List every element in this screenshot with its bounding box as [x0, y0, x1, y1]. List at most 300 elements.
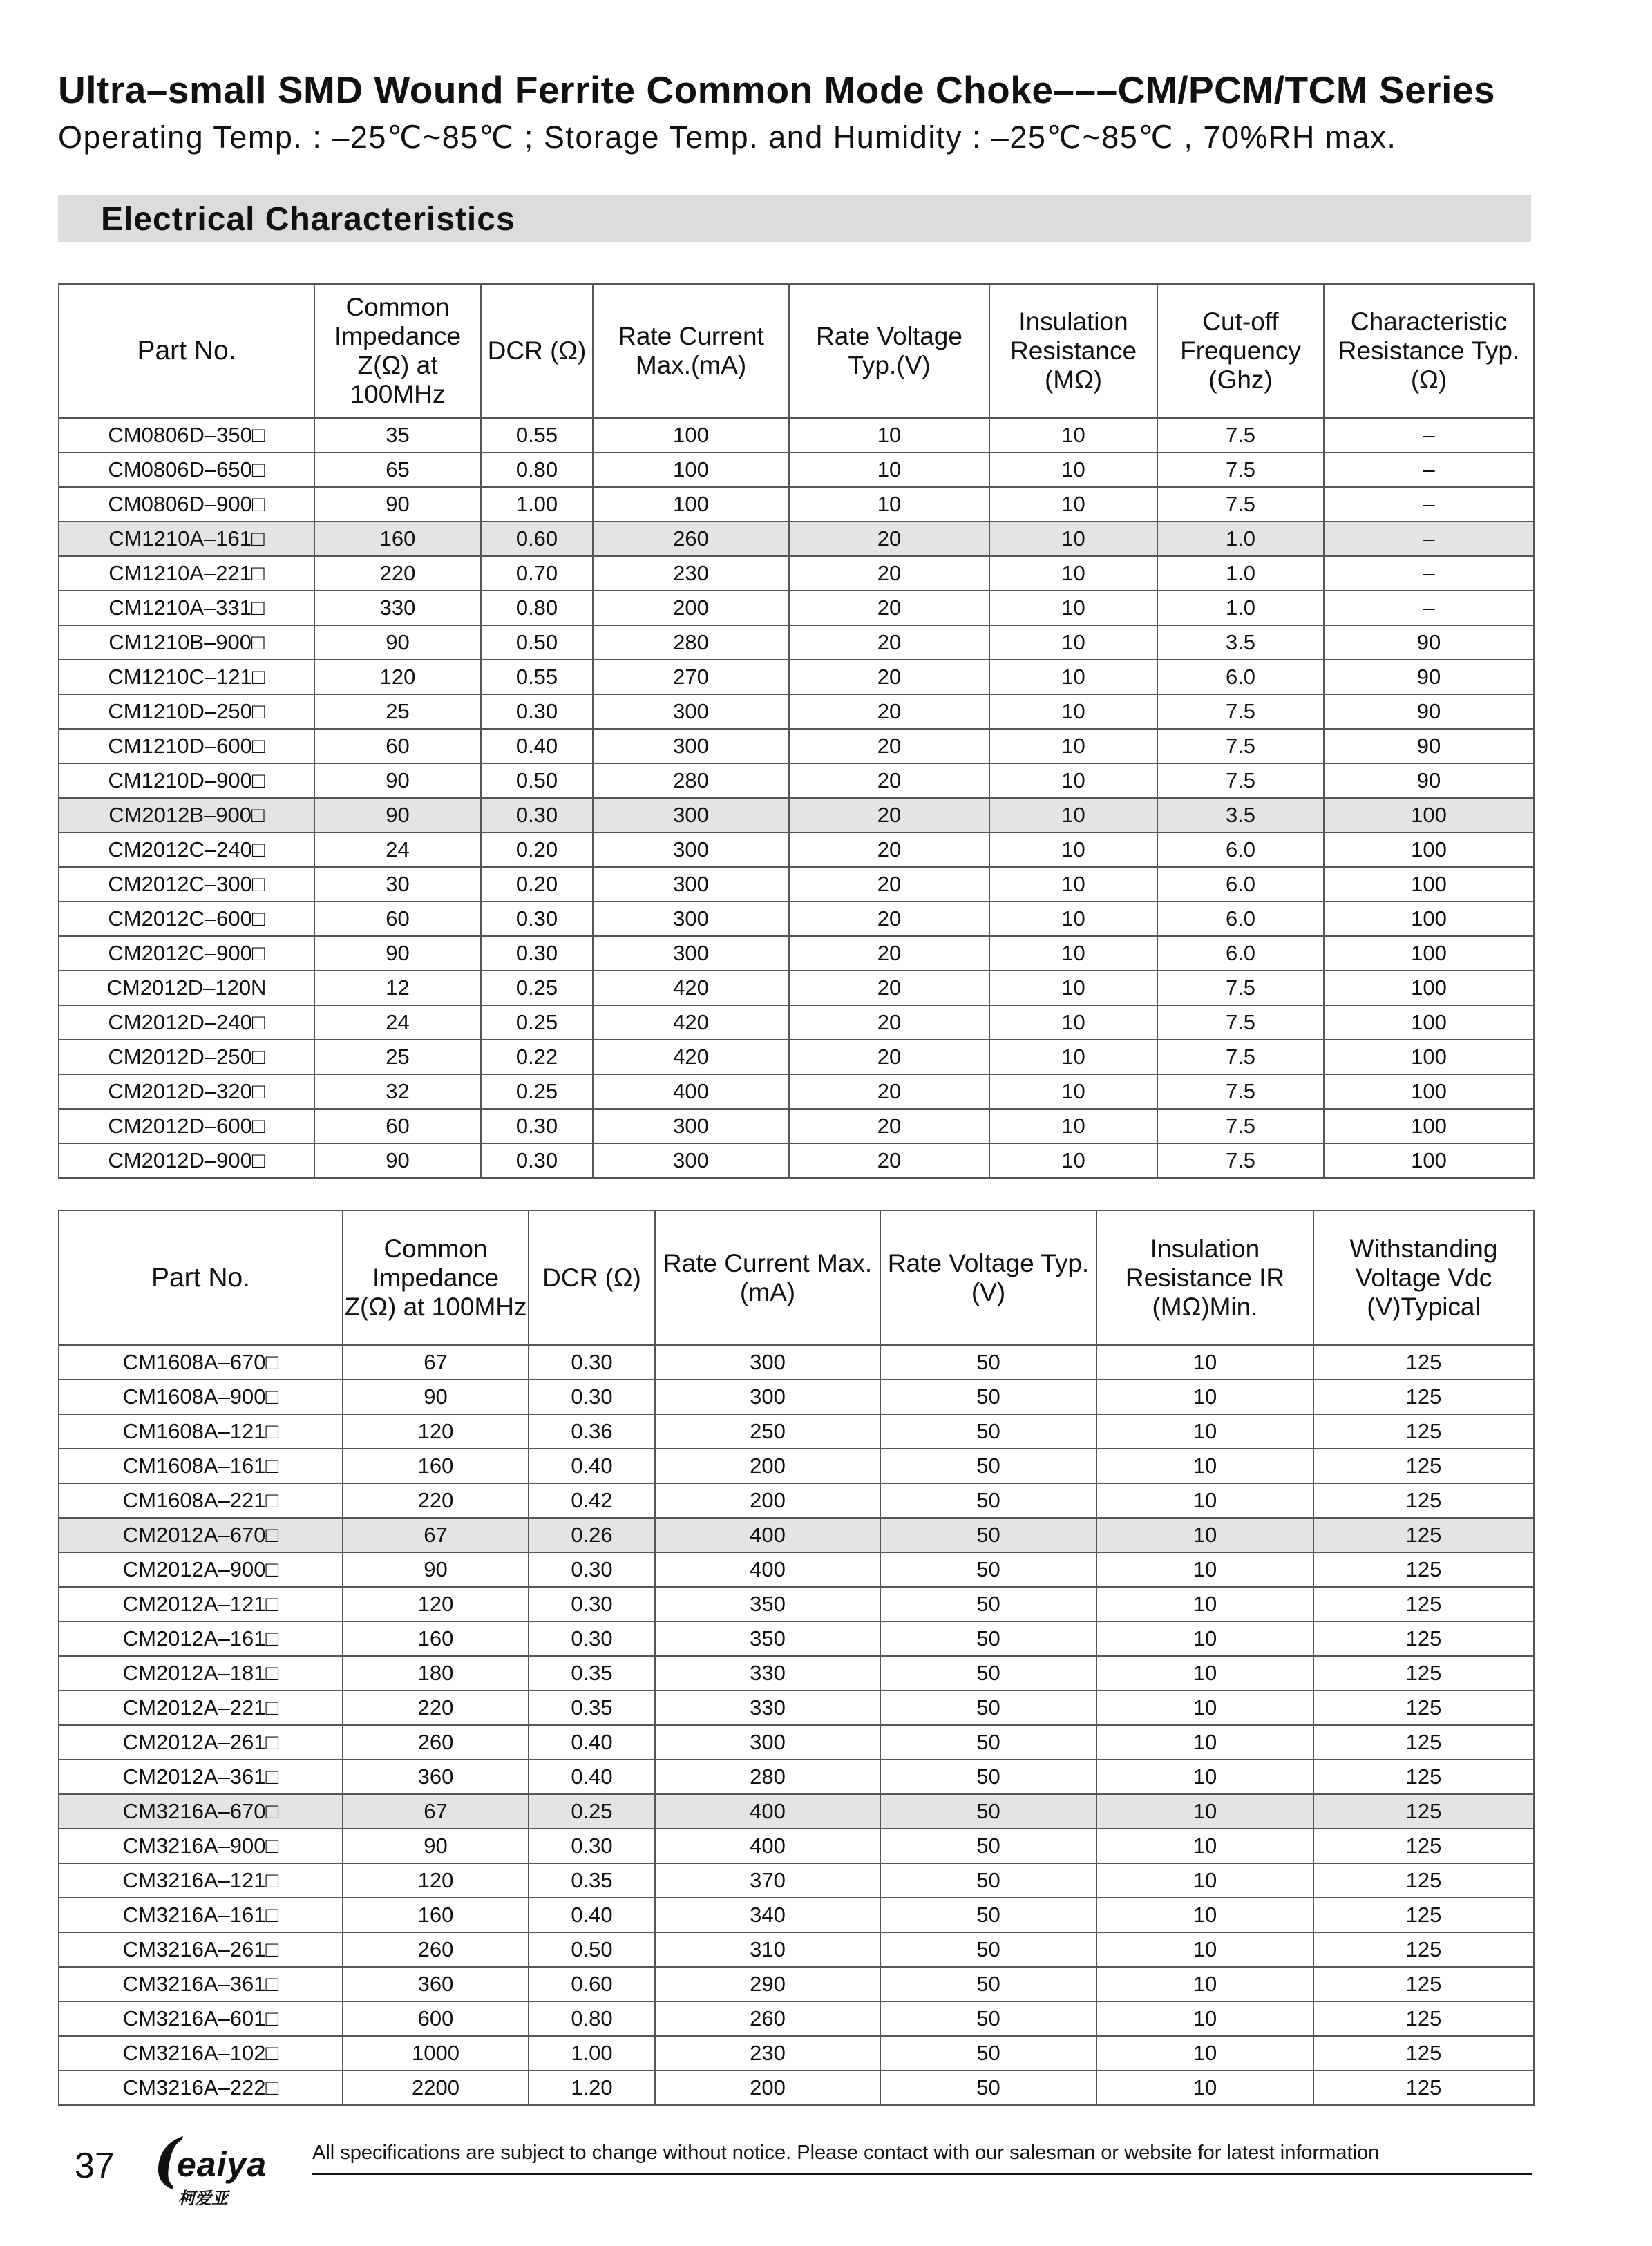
table-cell: 125 — [1313, 2071, 1534, 2105]
table-row — [59, 1005, 1534, 1040]
table-cell: 0.40 — [529, 1898, 655, 1932]
table-cell: 7.5 — [1157, 729, 1324, 763]
table-cell: 1000 — [343, 2036, 529, 2071]
table-cell: 10 — [1096, 1449, 1313, 1483]
table-row — [59, 625, 1534, 660]
table-cell: 0.55 — [481, 660, 593, 694]
column-header: Rate Voltage Typ.(V) — [880, 1210, 1096, 1345]
table-cell: 370 — [655, 1863, 880, 1898]
table-row — [59, 1074, 1534, 1109]
table-header-row — [59, 284, 1534, 418]
table-cell: 6.0 — [1157, 832, 1324, 867]
table-row — [59, 729, 1534, 763]
part-number-cell: CM2012A–181□ — [59, 1656, 343, 1691]
table-cell: 10 — [989, 487, 1157, 522]
table-cell: 67 — [343, 1794, 529, 1829]
table-cell: 160 — [343, 1621, 529, 1656]
table-cell: 10 — [1096, 1967, 1313, 2001]
table-cell: 10 — [1096, 1621, 1313, 1656]
table-cell: 10 — [989, 694, 1157, 729]
column-header: Part No. — [59, 1210, 343, 1345]
part-number-cell: CM1608A–161□ — [59, 1449, 343, 1483]
table-cell: 10 — [989, 522, 1157, 556]
part-number-cell: CM2012A–361□ — [59, 1760, 343, 1794]
part-number-cell: CM0806D–350□ — [59, 418, 314, 453]
table-cell: 50 — [880, 1518, 1096, 1552]
table-cell: 0.30 — [481, 694, 593, 729]
table-row — [59, 2071, 1534, 2105]
table-cell: 10 — [989, 418, 1157, 453]
table-cell: 360 — [343, 1967, 529, 2001]
table-cell: 35 — [314, 418, 481, 453]
table-cell: 90 — [1324, 763, 1534, 798]
table-cell: 100 — [1324, 798, 1534, 832]
table-cell: 125 — [1313, 1518, 1534, 1552]
table-cell: 0.50 — [481, 625, 593, 660]
table-cell: 10 — [989, 625, 1157, 660]
table-cell: 125 — [1313, 1552, 1534, 1587]
table-cell: 0.35 — [529, 1656, 655, 1691]
table-cell: 1.00 — [481, 487, 593, 522]
table-row — [59, 694, 1534, 729]
table-cell: 420 — [593, 1040, 789, 1074]
table-cell: 125 — [1313, 2036, 1534, 2071]
table-cell: 10 — [1096, 1380, 1313, 1414]
table-cell: 0.60 — [529, 1967, 655, 2001]
company-logo — [153, 2126, 282, 2208]
table-cell: 7.5 — [1157, 487, 1324, 522]
table-cell: 90 — [314, 625, 481, 660]
table-cell: 10 — [989, 832, 1157, 867]
table-cell: 125 — [1313, 1656, 1534, 1691]
table-cell: 0.80 — [529, 2001, 655, 2036]
table-cell: 10 — [989, 763, 1157, 798]
table-cell: 50 — [880, 1587, 1096, 1621]
part-number-cell: CM3216A–900□ — [59, 1829, 343, 1863]
table-cell: 120 — [343, 1863, 529, 1898]
table-cell: 50 — [880, 1863, 1096, 1898]
table-cell: 270 — [593, 660, 789, 694]
table-cell: 20 — [789, 591, 989, 625]
table-cell: 50 — [880, 1483, 1096, 1518]
table-cell: 60 — [314, 729, 481, 763]
table-cell: 10 — [1096, 1691, 1313, 1725]
part-number-cell: CM1608A–670□ — [59, 1345, 343, 1380]
table-cell: 90 — [343, 1552, 529, 1587]
table-cell: 300 — [593, 694, 789, 729]
table-cell: 24 — [314, 832, 481, 867]
table-cell: 20 — [789, 660, 989, 694]
table-cell: 330 — [314, 591, 481, 625]
table-cell: 100 — [1324, 1143, 1534, 1178]
table-cell: 50 — [880, 2001, 1096, 2036]
table-cell: 100 — [1324, 971, 1534, 1005]
table-row — [59, 1691, 1534, 1725]
column-header: Part No. — [59, 284, 314, 418]
table-cell: 10 — [1096, 1483, 1313, 1518]
table-cell: 200 — [655, 1449, 880, 1483]
column-header: Withstanding Voltage Vdc (V)Typical — [1313, 1210, 1534, 1345]
part-number-cell: CM1608A–221□ — [59, 1483, 343, 1518]
column-header: Rate Current Max.(mA) — [655, 1210, 880, 1345]
table-cell: 0.70 — [481, 556, 593, 591]
table-cell: 20 — [789, 556, 989, 591]
table-cell: 0.20 — [481, 832, 593, 867]
table-cell: 125 — [1313, 1449, 1534, 1483]
table-cell: 100 — [1324, 1005, 1534, 1040]
footer-notice: All specifications are subject to change without notice. Please contact with our salesman or website for latest information — [312, 2142, 1380, 2164]
table-row — [59, 453, 1534, 487]
table-cell: 0.42 — [529, 1483, 655, 1518]
logo-text: eaiya — [177, 2145, 267, 2184]
table-row — [59, 556, 1534, 591]
section-title: Electrical Characteristics — [101, 201, 515, 238]
table-cell: 0.20 — [481, 867, 593, 902]
part-number-cell: CM1210B–900□ — [59, 625, 314, 660]
table-cell: 220 — [343, 1483, 529, 1518]
table-cell: 0.30 — [481, 936, 593, 971]
column-header: Cut-off Frequency (Ghz) — [1157, 284, 1324, 418]
table-body — [59, 418, 1534, 1178]
part-number-cell: CM2012D–600□ — [59, 1109, 314, 1143]
table-cell: 20 — [789, 902, 989, 936]
table-cell: 6.0 — [1157, 902, 1324, 936]
table-cell: 0.36 — [529, 1414, 655, 1449]
table-cell: 0.30 — [481, 1109, 593, 1143]
table-cell: 10 — [1096, 1760, 1313, 1794]
table-cell: 100 — [1324, 1040, 1534, 1074]
table-cell: 10 — [1096, 1552, 1313, 1587]
table-cell: 20 — [789, 694, 989, 729]
table-cell: 20 — [789, 522, 989, 556]
table-row — [59, 832, 1534, 867]
table-cell: 50 — [880, 1414, 1096, 1449]
table-cell: 160 — [343, 1449, 529, 1483]
table-cell: 3.5 — [1157, 625, 1324, 660]
part-number-cell: CM1210C–121□ — [59, 660, 314, 694]
table-row — [59, 1518, 1534, 1552]
table-cell: 50 — [880, 1552, 1096, 1587]
part-number-cell: CM1210D–900□ — [59, 763, 314, 798]
table-cell: 160 — [343, 1898, 529, 1932]
table-cell: 20 — [789, 798, 989, 832]
table-cell: 6.0 — [1157, 867, 1324, 902]
table-cell: 350 — [655, 1587, 880, 1621]
table-cell: – — [1324, 487, 1534, 522]
column-header: Insulation Resistance IR (MΩ)Min. — [1096, 1210, 1313, 1345]
table-cell: 7.5 — [1157, 971, 1324, 1005]
table-row — [59, 1380, 1534, 1414]
table-cell: 0.60 — [481, 522, 593, 556]
table-cell: 65 — [314, 453, 481, 487]
table-row — [59, 1109, 1534, 1143]
column-header: Characteristic Resistance Typ. (Ω) — [1324, 284, 1534, 418]
table-cell: 125 — [1313, 1725, 1534, 1760]
table-cell: 3.5 — [1157, 798, 1324, 832]
table-cell: 125 — [1313, 1587, 1534, 1621]
table-cell: 120 — [343, 1587, 529, 1621]
table-cell: 220 — [343, 1691, 529, 1725]
part-number-cell: CM2012A–261□ — [59, 1725, 343, 1760]
table-cell: 10 — [989, 936, 1157, 971]
table-cell: 260 — [655, 2001, 880, 2036]
table-row — [59, 1967, 1534, 2001]
table-cell: 7.5 — [1157, 1074, 1324, 1109]
table-cell: 160 — [314, 522, 481, 556]
table-cell: 120 — [314, 660, 481, 694]
part-number-cell: CM3216A–102□ — [59, 2036, 343, 2071]
table-cell: 50 — [880, 1691, 1096, 1725]
part-number-cell: CM1608A–900□ — [59, 1380, 343, 1414]
table-row — [59, 1552, 1534, 1587]
table-cell: 0.30 — [529, 1621, 655, 1656]
table-cell: 360 — [343, 1760, 529, 1794]
part-number-cell: CM2012C–600□ — [59, 902, 314, 936]
table-cell: 90 — [1324, 729, 1534, 763]
table-cell: 300 — [655, 1380, 880, 1414]
table-cell: 420 — [593, 1005, 789, 1040]
table-cell: 100 — [1324, 1074, 1534, 1109]
table-cell: 250 — [655, 1414, 880, 1449]
table-cell: 0.40 — [529, 1725, 655, 1760]
table-cell: 330 — [655, 1691, 880, 1725]
table-cell: 1.20 — [529, 2071, 655, 2105]
electrical-characteristics-table-1 — [58, 283, 1535, 1179]
table-cell: 1.00 — [529, 2036, 655, 2071]
table-row — [59, 1656, 1534, 1691]
table-cell: 100 — [1324, 832, 1534, 867]
logo-c-glyph: ( — [153, 2126, 181, 2194]
table-cell: 0.30 — [481, 798, 593, 832]
column-header: DCR (Ω) — [529, 1210, 655, 1345]
table-cell: 10 — [989, 660, 1157, 694]
table-cell: 125 — [1313, 1760, 1534, 1794]
table-cell: 50 — [880, 1794, 1096, 1829]
part-number-cell: CM0806D–900□ — [59, 487, 314, 522]
table-cell: 300 — [593, 832, 789, 867]
electrical-characteristics-table-2 — [58, 1210, 1535, 2106]
table-row — [59, 1143, 1534, 1178]
table-cell: 12 — [314, 971, 481, 1005]
table-cell: 10 — [989, 1143, 1157, 1178]
table-cell: – — [1324, 591, 1534, 625]
table-cell: 280 — [593, 625, 789, 660]
table-cell: 125 — [1313, 1345, 1534, 1380]
table-cell: 60 — [314, 1109, 481, 1143]
table-cell: 400 — [655, 1794, 880, 1829]
logo-chinese-text: 柯爱亚 — [178, 2189, 228, 2208]
part-number-cell: CM3216A–161□ — [59, 1898, 343, 1932]
table-cell: 350 — [655, 1621, 880, 1656]
part-number-cell: CM2012D–900□ — [59, 1143, 314, 1178]
table-cell: 300 — [593, 798, 789, 832]
part-number-cell: CM1210A–331□ — [59, 591, 314, 625]
part-number-cell: CM2012A–900□ — [59, 1552, 343, 1587]
table-row — [59, 936, 1534, 971]
table-row — [59, 1621, 1534, 1656]
table-cell: 7.5 — [1157, 1109, 1324, 1143]
part-number-cell: CM3216A–601□ — [59, 2001, 343, 2036]
table-cell: 0.30 — [529, 1345, 655, 1380]
table-cell: 7.5 — [1157, 453, 1324, 487]
table-cell: 0.40 — [529, 1449, 655, 1483]
table-cell: – — [1324, 556, 1534, 591]
page-title: Ultra–small SMD Wound Ferrite Common Mode Choke–––CM/PCM/TCM Series — [58, 68, 1496, 111]
table-cell: 0.25 — [529, 1794, 655, 1829]
table-cell: 10 — [1096, 1414, 1313, 1449]
part-number-cell: CM1210D–250□ — [59, 694, 314, 729]
table-cell: 0.22 — [481, 1040, 593, 1074]
table-cell: 50 — [880, 2036, 1096, 2071]
table-cell: 0.25 — [481, 1074, 593, 1109]
table-row — [59, 591, 1534, 625]
table-cell: 6.0 — [1157, 660, 1324, 694]
table-cell: 10 — [1096, 1932, 1313, 1967]
table-row — [59, 1932, 1534, 1967]
part-number-cell: CM1608A–121□ — [59, 1414, 343, 1449]
table-cell: 90 — [1324, 660, 1534, 694]
table-cell: 260 — [593, 522, 789, 556]
table-cell: 0.25 — [481, 971, 593, 1005]
table-cell: 100 — [1324, 902, 1534, 936]
table-row — [59, 1483, 1534, 1518]
part-number-cell: CM3216A–121□ — [59, 1863, 343, 1898]
table-cell: 7.5 — [1157, 694, 1324, 729]
table-row — [59, 867, 1534, 902]
table-cell: 90 — [314, 936, 481, 971]
column-header: Rate Voltage Typ.(V) — [789, 284, 989, 418]
table-cell: 90 — [1324, 625, 1534, 660]
table-cell: 260 — [343, 1932, 529, 1967]
table-cell: 7.5 — [1157, 1143, 1324, 1178]
table-row — [59, 1040, 1534, 1074]
table-cell: 125 — [1313, 1691, 1534, 1725]
table-row — [59, 418, 1534, 453]
part-number-cell: CM2012A–670□ — [59, 1518, 343, 1552]
part-number-cell: CM2012A–121□ — [59, 1587, 343, 1621]
table-cell: 10 — [1096, 1863, 1313, 1898]
table-header-row — [59, 1210, 1534, 1345]
table-cell: 10 — [989, 902, 1157, 936]
table-cell: 50 — [880, 2071, 1096, 2105]
part-number-cell: CM2012D–240□ — [59, 1005, 314, 1040]
table-cell: 420 — [593, 971, 789, 1005]
table-cell: 32 — [314, 1074, 481, 1109]
table-cell: 50 — [880, 1345, 1096, 1380]
table-cell: 0.30 — [529, 1552, 655, 1587]
table-cell: 10 — [1096, 1656, 1313, 1691]
part-number-cell: CM0806D–650□ — [59, 453, 314, 487]
part-number-cell: CM2012D–320□ — [59, 1074, 314, 1109]
table-cell: – — [1324, 522, 1534, 556]
table-cell: 90 — [314, 798, 481, 832]
table-cell: 25 — [314, 694, 481, 729]
table-row — [59, 763, 1534, 798]
table-cell: 50 — [880, 1932, 1096, 1967]
table-cell: 10 — [989, 1040, 1157, 1074]
table-cell: 10 — [1096, 2071, 1313, 2105]
table-cell: 180 — [343, 1656, 529, 1691]
table-cell: – — [1324, 418, 1534, 453]
table-cell: 600 — [343, 2001, 529, 2036]
table-cell: 125 — [1313, 1967, 1534, 2001]
table-cell: 30 — [314, 867, 481, 902]
table-cell: 10 — [1096, 2036, 1313, 2071]
table-cell: 0.35 — [529, 1691, 655, 1725]
table-cell: 10 — [989, 1109, 1157, 1143]
table-cell: 0.50 — [529, 1932, 655, 1967]
column-header: Common Impedance Z(Ω) at 100MHz — [314, 284, 481, 418]
footer-divider — [312, 2173, 1532, 2175]
table-cell: 125 — [1313, 1829, 1534, 1863]
table-row — [59, 660, 1534, 694]
table-cell: 200 — [655, 2071, 880, 2105]
table-cell: 230 — [655, 2036, 880, 2071]
table-cell: 100 — [593, 487, 789, 522]
table-cell: 0.40 — [529, 1760, 655, 1794]
table-cell: 200 — [655, 1483, 880, 1518]
page-subtitle: Operating Temp. : –25℃~85℃ ; Storage Temp. and Humidity : –25℃~85℃ , 70%RH max. — [58, 120, 1397, 155]
part-number-cell: CM2012D–250□ — [59, 1040, 314, 1074]
table-cell: 0.30 — [529, 1587, 655, 1621]
table-row — [59, 2036, 1534, 2071]
table-cell: 10 — [1096, 1898, 1313, 1932]
table-cell: 300 — [593, 1109, 789, 1143]
table-cell: 340 — [655, 1898, 880, 1932]
table-row — [59, 487, 1534, 522]
table-body — [59, 1345, 1534, 2105]
table-cell: 100 — [1324, 867, 1534, 902]
table-cell: 200 — [593, 591, 789, 625]
table-cell: 100 — [1324, 936, 1534, 971]
table-cell: 100 — [593, 453, 789, 487]
table-cell: 90 — [314, 763, 481, 798]
section-header-bar — [58, 195, 1531, 242]
table-cell: 50 — [880, 1380, 1096, 1414]
page-number: 37 — [75, 2146, 115, 2186]
table-cell: 60 — [314, 902, 481, 936]
table-cell: 10 — [1096, 1794, 1313, 1829]
table-cell: 50 — [880, 1449, 1096, 1483]
table-cell: 50 — [880, 1967, 1096, 2001]
table-cell: 300 — [593, 936, 789, 971]
table-cell: – — [1324, 453, 1534, 487]
table-cell: 0.55 — [481, 418, 593, 453]
table-cell: 20 — [789, 936, 989, 971]
part-number-cell: CM2012A–221□ — [59, 1691, 343, 1725]
table-cell: 10 — [789, 487, 989, 522]
table-cell: 7.5 — [1157, 418, 1324, 453]
table-cell: 7.5 — [1157, 763, 1324, 798]
table-cell: 0.50 — [481, 763, 593, 798]
table-cell: 10 — [989, 729, 1157, 763]
table-cell: 10 — [989, 591, 1157, 625]
table-row — [59, 971, 1534, 1005]
table-cell: 20 — [789, 1109, 989, 1143]
table-cell: 10 — [989, 867, 1157, 902]
table-cell: 20 — [789, 763, 989, 798]
table-cell: 125 — [1313, 1414, 1534, 1449]
part-number-cell: CM1210D–600□ — [59, 729, 314, 763]
table-cell: 310 — [655, 1932, 880, 1967]
table-row — [59, 1794, 1534, 1829]
table-cell: 10 — [989, 798, 1157, 832]
table-row — [59, 1898, 1534, 1932]
part-number-cell: CM2012A–161□ — [59, 1621, 343, 1656]
table-cell: 280 — [593, 763, 789, 798]
table-cell: 10 — [989, 1005, 1157, 1040]
table-cell: 10 — [1096, 1587, 1313, 1621]
